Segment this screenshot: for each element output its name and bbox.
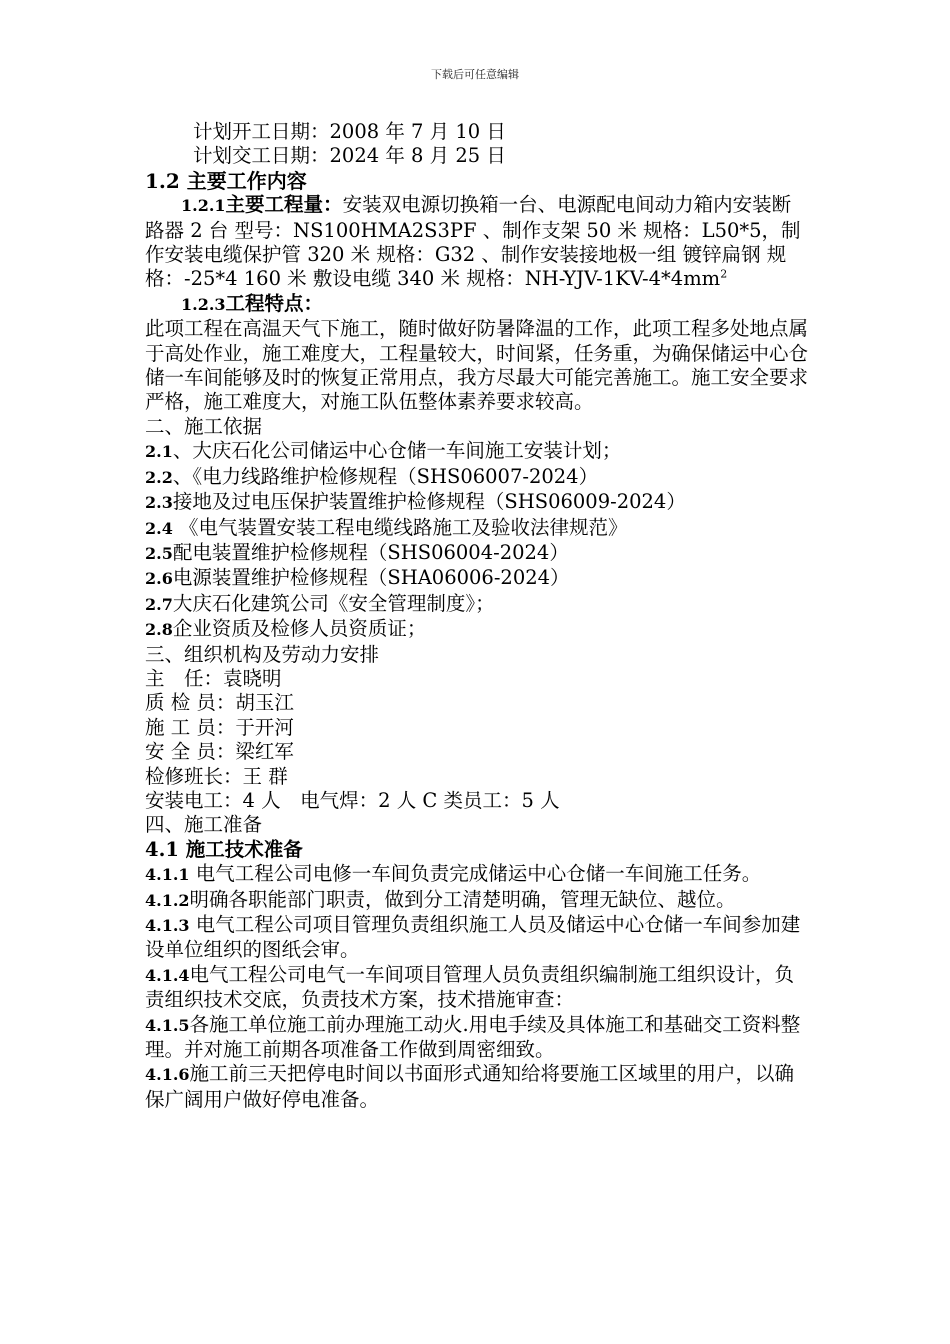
basis-number: 2.7 <box>145 594 173 614</box>
prep-text: 电气工程公司电气一车间项目管理人员负责组织编制施工组织设计，负责组织技术交底，负责技术方案，技术措施审查： <box>145 962 795 1012</box>
section-1-2-1-title: 主要工程量： <box>225 193 343 217</box>
section-4-heading: 四、施工准备 <box>145 813 263 837</box>
prep-number: 4.1.6 <box>145 1065 190 1085</box>
basis-text: 配电装置维护检修规程（SHS06004-2024） <box>172 540 569 564</box>
section-1-2-heading: 1.2 主要工作内容 <box>145 168 307 193</box>
prep-text: 施工前三天把停电时间以书面形式通知给将要施工区域里的用户，以确保广阔用户做好停电准备。 <box>145 1062 795 1111</box>
basis-text: 《电气装置安装工程电缆线路施工及验收法律规范》 <box>172 515 628 539</box>
org-labor-count: 安装电工：4 人 电气焊：2 人 C 类员工：5 人 <box>145 788 560 812</box>
basis-number: 2.8 <box>145 620 173 640</box>
prep-text: 电气工程公司电修一车间负责完成储运中心仓储一车间施工任务。 <box>189 862 762 886</box>
org-member-inspector: 质 检 员：胡玉江 <box>145 691 294 715</box>
section-4-1-heading: 4.1 施工技术准备 <box>145 837 303 861</box>
org-member-director: 主 任：袁晓明 <box>145 666 282 690</box>
section-1-2-1-number: 1.2.1 <box>181 196 226 216</box>
basis-list <box>145 439 810 642</box>
prep-number: 4.1.4 <box>145 965 190 985</box>
prep-text: 明确各职能部门职责，做到分工清楚明确，管理无缺位、越位。 <box>189 887 736 911</box>
basis-item <box>145 592 810 617</box>
basis-item <box>145 617 810 642</box>
superscript-2: 2 <box>720 267 728 281</box>
basis-number: 2.5 <box>145 543 173 563</box>
section-3-heading: 三、组织机构及劳动力安排 <box>145 642 380 666</box>
prep-number: 4.1.5 <box>145 1015 190 1035</box>
plan-start-date: 计划开工日期：2008 年 7 月 10 日 <box>193 120 506 143</box>
prep-number: 4.1.3 <box>145 916 190 935</box>
basis-text: 、《电力线路维护检修规程（SHS06007-2024） <box>172 464 599 488</box>
document-body <box>145 120 810 1112</box>
basis-number: 2.4 <box>145 518 173 538</box>
prep-number: 4.1.1 <box>145 865 190 885</box>
prep-item <box>145 1013 810 1063</box>
section-1-2-1-body: 安装双电源切换箱一台、电源配电间动力箱内安装断路器 2 台 型号：NS100HMA2S3PF 、制作支架 50 米 规格：L50*5，制作安装电缆保护管 320 米 规格：G32 、制作安装接地极一组 镀锌扁钢 规格：-25*4 160 米 敷设电缆 340 米 规格：NH-YJV-1KV-4*4mm <box>145 193 801 291</box>
basis-item <box>145 541 810 566</box>
prep-item <box>145 888 810 913</box>
org-member-team-leader: 检修班长：王 群 <box>145 764 288 788</box>
org-member-constructor: 施 工 员：于开河 <box>145 715 294 739</box>
basis-number: 2.1 <box>145 442 173 462</box>
prep-item <box>145 963 810 1013</box>
basis-item <box>145 516 810 541</box>
basis-number: 2.3 <box>145 493 173 513</box>
section-1-2-1 <box>145 193 810 292</box>
prep-item <box>145 862 810 887</box>
org-member-safety: 安 全 员：梁红军 <box>145 740 294 764</box>
basis-item <box>145 566 810 591</box>
prep-text: 电气工程公司项目管理负责组织施工人员及储运中心仓储一车间参加建设单位组织的图纸会审。 <box>145 913 801 962</box>
basis-text: 大庆石化建筑公司《安全管理制度》； <box>172 591 495 615</box>
section-1-2-3-body: 此项工程在高温天气下施工，随时做好防暑降温的工作，此项工程多处地点属于高处作业，施工难度大，工程量较大，时间紧，任务重，为确保储运中心仓储一车间能够及时的恢复正常用点，我方尽最大可能完善施工。施工安全要求严格，施工难度大，对施工队伍整体素养要求较高。 <box>145 317 809 414</box>
section-1-2-3-heading <box>145 292 810 317</box>
basis-text: 、大庆石化公司储运中心仓储一车间施工安装计划； <box>172 439 622 463</box>
basis-item <box>145 490 810 515</box>
plan-end-date: 计划交工日期：2024 年 8 月 25 日 <box>193 144 506 168</box>
prep-number: 4.1.2 <box>145 890 190 910</box>
basis-item <box>145 439 810 464</box>
prep-text: 各施工单位施工前办理施工动火.用电手续及具体施工和基础交工资料整理。并对施工前期各项准备工作做到周密细致。 <box>145 1012 801 1062</box>
org-list <box>145 667 810 813</box>
basis-item <box>145 465 810 490</box>
page-header-note: 下载后可任意编辑 <box>431 68 519 81</box>
prep-item <box>145 913 810 963</box>
section-2-heading: 二、施工依据 <box>145 414 263 438</box>
prep-list <box>145 862 810 1112</box>
basis-text: 接地及过电压保护装置维护检修规程（SHS06009-2024） <box>172 490 686 514</box>
prep-item <box>145 1062 810 1112</box>
basis-text: 企业资质及检修人员资质证； <box>172 617 427 641</box>
basis-number: 2.2 <box>145 467 173 487</box>
basis-number: 2.6 <box>145 569 173 589</box>
basis-text: 电源装置维护检修规程（SHA06006-2024） <box>172 566 570 590</box>
section-1-2-3-title: 工程特点： <box>225 291 324 315</box>
section-1-2-3-number: 1.2.3 <box>181 294 226 314</box>
